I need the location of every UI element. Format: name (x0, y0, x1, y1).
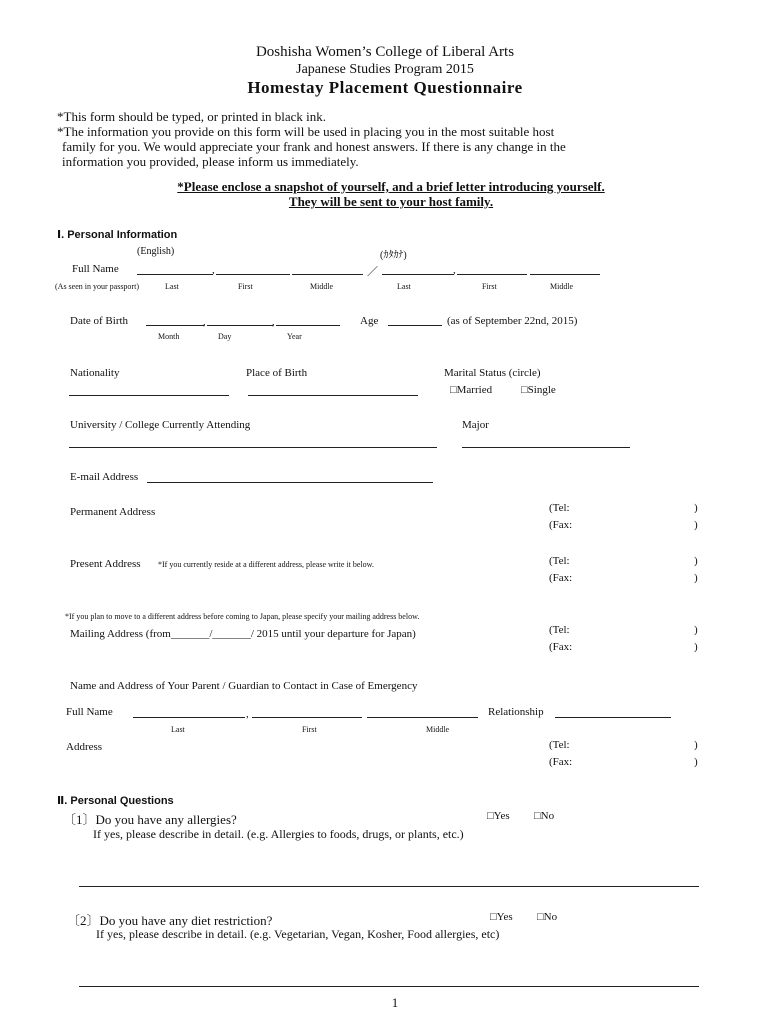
college-name: Doshisha Women’s College of Liberal Arts (255, 44, 515, 60)
diet-detail-field[interactable] (79, 986, 699, 987)
guardian-fax-label: (Fax: (549, 756, 573, 768)
major-label: Major (462, 419, 489, 431)
permanent-tel-label: (Tel: (549, 502, 570, 514)
guardian-middle-name-field[interactable] (367, 717, 478, 718)
place-of-birth-field[interactable] (248, 395, 418, 396)
permanent-tel-close: ) (694, 502, 698, 514)
diet-no-checkbox[interactable]: □No (537, 911, 558, 923)
present-fax-close: ) (694, 572, 698, 584)
guardian-fax-close: ) (694, 756, 698, 768)
age-note: (as of September 22nd, 2015) (447, 315, 578, 327)
guardian-full-name-label: Full Name (66, 706, 113, 718)
english-middle-name-field[interactable] (292, 274, 363, 275)
guardian-last-label: Last (171, 725, 185, 734)
marital-status-label: Marital Status (circle) (444, 367, 541, 379)
allergies-yes-checkbox[interactable]: □Yes (487, 810, 510, 822)
year-label: Year (287, 332, 302, 341)
guardian-first-name-field[interactable] (252, 717, 362, 718)
katakana-last-name-field[interactable] (382, 274, 454, 275)
mailing-note: *If you plan to move to a different address before coming to Japan, please specify your mailing address below. (65, 612, 420, 621)
snapshot-notice: *Please enclose a snapshot of yourself, and a brief letter introducing yourself. (177, 179, 605, 194)
married-checkbox[interactable]: □Married (450, 384, 493, 396)
diet-yes-checkbox[interactable]: □Yes (490, 911, 513, 923)
present-address-label: Present Address (70, 558, 141, 570)
place-of-birth-label: Place of Birth (246, 367, 308, 379)
birth-month-field[interactable] (146, 325, 204, 326)
intro-line-1: *This form should be typed, or printed in black ink. (57, 109, 326, 124)
english-label: (English) (137, 246, 175, 257)
birth-day-field[interactable] (207, 325, 273, 326)
page-number: 1 (391, 995, 399, 1010)
present-tel-close: ) (694, 555, 698, 567)
name-slash: ／ (367, 266, 378, 278)
name-comma: , (212, 264, 215, 276)
guardian-first-label: First (302, 725, 317, 734)
university-label: University / College Currently Attending (70, 419, 251, 431)
guardian-tel-label: (Tel: (549, 739, 570, 751)
permanent-fax-close: ) (694, 519, 698, 531)
allergies-question: 〔1〕Do you have any allergies? (63, 812, 237, 827)
nationality-field[interactable] (69, 395, 229, 396)
email-label: E-mail Address (70, 471, 139, 483)
intro-line-3: family for you. We would appreciate your frank and honest answers. If there is any change in the (62, 139, 566, 154)
english-last-name-field[interactable] (137, 274, 213, 275)
katakana-comma: , (453, 264, 456, 276)
english-first-name-field[interactable] (216, 274, 290, 275)
age-label: Age (360, 315, 379, 327)
mailing-tel-close: ) (694, 624, 698, 636)
present-address-note: *If you currently reside at a different address, please write it below. (158, 560, 374, 569)
dob-comma-1: , (203, 316, 206, 328)
guardian-tel-close: ) (694, 739, 698, 751)
diet-detail-prompt: If yes, please describe in detail. (e.g. Vegetarian, Vegan, Kosher, Food allergies, etc) (96, 927, 500, 941)
section-1-heading: Ⅰ. Personal Information (57, 229, 178, 241)
mailing-fax-label: (Fax: (549, 641, 573, 653)
intro-line-2: *The information you provide on this form will be used in placing you in the most suitable host (57, 124, 555, 139)
guardian-middle-label: Middle (426, 725, 450, 734)
guardian-comma: , (246, 708, 249, 720)
form-title: Homestay Placement Questionnaire (247, 78, 523, 97)
allergies-detail-prompt: If yes, please describe in detail. (e.g. Allergies to foods, drugs, or plants, etc.) (93, 827, 464, 841)
kana-middle-label: Middle (550, 282, 574, 291)
katakana-label: (ｶﾀｶﾅ) (380, 250, 407, 261)
email-field[interactable] (147, 482, 433, 483)
major-field[interactable] (462, 447, 630, 448)
present-fax-label: (Fax: (549, 572, 573, 584)
allergies-detail-field[interactable] (79, 886, 699, 887)
full-name-label: Full Name (72, 263, 119, 275)
age-field[interactable] (388, 325, 442, 326)
birth-year-field[interactable] (276, 325, 340, 326)
diet-question: 〔2〕Do you have any diet restriction? (67, 913, 273, 928)
dob-comma-2: , (272, 316, 275, 328)
host-family-notice: They will be sent to your host family. (288, 194, 494, 209)
mailing-fax-close: ) (694, 641, 698, 653)
guardian-heading: Name and Address of Your Parent / Guardian to Contact in Case of Emergency (70, 680, 418, 692)
katakana-middle-name-field[interactable] (530, 274, 600, 275)
kana-first-label: First (482, 282, 497, 291)
month-label: Month (158, 332, 180, 341)
day-label: Day (218, 332, 232, 341)
guardian-last-name-field[interactable] (133, 717, 245, 718)
present-tel-label: (Tel: (549, 555, 570, 567)
date-of-birth-label: Date of Birth (70, 315, 129, 327)
permanent-address-label: Permanent Address (70, 506, 156, 518)
mailing-tel-label: (Tel: (549, 624, 570, 636)
nationality-label: Nationality (70, 367, 120, 379)
relationship-field[interactable] (555, 717, 671, 718)
last-label: Last (165, 282, 179, 291)
permanent-fax-label: (Fax: (549, 519, 573, 531)
section-2-heading: Ⅱ. Personal Questions (57, 795, 174, 807)
mailing-address-label: Mailing Address (from_______/_______/ 2015 until your departure for Japan) (70, 628, 416, 640)
first-label: First (238, 282, 253, 291)
university-field[interactable] (69, 447, 437, 448)
guardian-address-label: Address (66, 741, 103, 753)
relationship-label: Relationship (488, 706, 544, 718)
intro-line-4: information you provided, please inform us immediately. (62, 154, 359, 169)
middle-label: Middle (310, 282, 334, 291)
program-name: Japanese Studies Program 2015 (296, 62, 474, 77)
kana-last-label: Last (397, 282, 411, 291)
allergies-no-checkbox[interactable]: □No (534, 810, 555, 822)
single-checkbox[interactable]: □Single (521, 384, 556, 396)
passport-note: (As seen in your passport) (55, 282, 139, 291)
katakana-first-name-field[interactable] (457, 274, 527, 275)
